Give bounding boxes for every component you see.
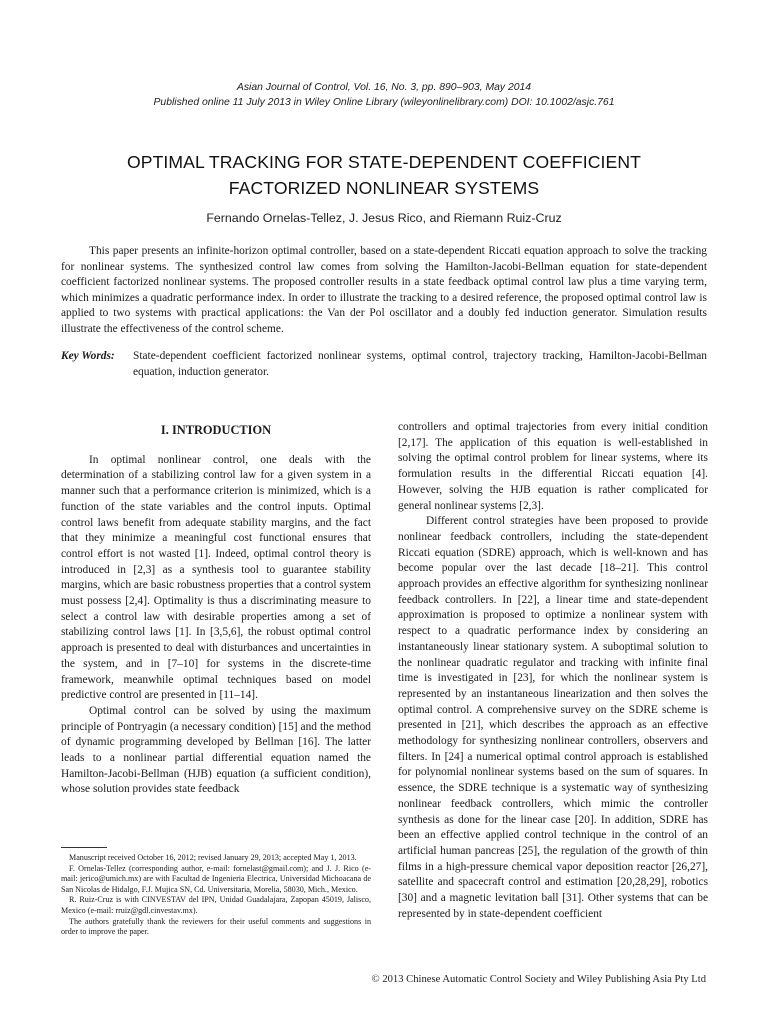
publication-info: Published online 11 July 2013 in Wiley Online Library (wileyonlinelibrary.com) DOI: 10.1002/asjc.761 [153,97,615,108]
footnote-affiliation-1: F. Ornelas-Tellez (corresponding author, e-mail: fornelast@gmail.com); and J. J. Rico (e-mail: jerico@umich.mx) are with Facultad de Ingenieria Electrica, Universidad Michoacana de San Nicolas de Hidalgo, F.J. Mujica SN, Cd. Universitaria, Morelia, 58030, Mich., Mexico. [61,863,371,894]
intro-paragraph-4: Different control strategies have been proposed to provide nonlinear feedback controllers, including the state-dependent Riccati equation (SDRE) approach, which is well-known and has become popular over the last decade [18–21]. This control approach provides an effective algorithm for synthesizing nonlinear feedback controllers. In [22], a linear time and state-dependent approximation is proposed to optimize a nonlinear system with respect to a quadratic performance index by considering an instantaneously linear stationary system. A suboptimal solution to the nonlinear quadratic regulator and tracking with infinite final time is investigated in [23], for which the nonlinear system is represented by an instantaneous linearization and then solves the optimal control. A comprehensive survey on the SDRE scheme is presented in [21], which describes the approach as an effective methodology for synthesizing nonlinear controllers, observers and filters. In [24] a numerical optimal control approach is established for polynomial nonlinear systems based on the sum of squares. In essence, the SDRE technique is a systematic way of synthesizing nonlinear feedback controllers, which mimic the controller synthesis as done for the linear case [20]. In addition, SDRE has been an effective applied control technique in the control of an artificial human pancreas [25], the regulation of the growth of thin films in a high-pressure chemical vapor deposition reactor [26,27], satellite and spacecraft control and estimation [20,28,29], robotics [30] and a magnetic levitation ball [31]. Other systems that can be represented by in state-dependent coefficient [398,515,708,920]
left-column [61,420,371,798]
paper-title-line2: FACTORIZED NONLINEAR SYSTEMS [228,178,540,198]
author-list: Fernando Ornelas-Tellez, J. Jesus Rico, and Riemann Ruiz-Cruz [206,211,562,225]
keywords-text: State-dependent coefficient factorized nonlinear systems, optimal control, trajectory tracking, Hamilton-Jacobi-Bellman equation, induction generator. [133,350,707,378]
right-column [398,420,708,923]
copyright-notice: © 2013 Chinese Automatic Control Society and Wiley Publishing Asia Pty Ltd [371,974,706,985]
footnote-affiliation-2: R. Ruiz-Cruz is with CINVESTAV del IPN, Unidad Guadalajara, Zapopan 45019, Jalisco, Mexico (e-mail: rruiz@gdl.cinvestav.mx). [61,895,371,915]
intro-paragraph-2: Optimal control can be solved by using the maximum principle of Pontryagin (a necessary condition) [15] and the method of dynamic programming developed by Bellman [16]. The latter leads to a nonlinear partial differential equation named the Hamilton-Jacobi-Bellman (HJB) equation (a sufficient condition), whose solution provides state feedback [61,704,371,796]
footnote-acknowledgment: The authors gratefully thank the reviewers for their useful comments and suggestions in order to improve the paper. [61,916,371,937]
paper-title-line1: OPTIMAL TRACKING FOR STATE-DEPENDENT COEFFICIENT [126,152,642,172]
keywords-block [61,349,707,380]
footnote-divider [61,847,107,848]
journal-citation: Asian Journal of Control, Vol. 16, No. 3, pp. 890–903, May 2014 [236,82,532,93]
intro-paragraph-3: controllers and optimal trajectories from every initial condition [2,17]. The application of this equation is well-established in solving the optimal control problem for linear systems, where its formulation results in the differential Riccati equation [4]. However, solving the HJB equation is rather complicated for general nonlinear systems [2,3]. [398,421,708,512]
footnotes [61,853,371,938]
intro-paragraph-1: In optimal nonlinear control, one deals with the determination of a stabilizing control law for a given system in a manner such that a performance criterion is minimized, which is a function of the state variables and the control inputs. Optimal control laws benefit from adequate stability margins, and the fact that they minimize a meaningful cost functional ensures that control effort is not wasted [1]. Indeed, optimal control theory is introduced in [2,3] as a synthesis tool to guarantee stability margins, which are basic robustness properties that a control system must possess [2,4]. Optimality is thus a discriminating measure to select a control law with desirable properties among a set of stabilizing control laws [1]. In [3,5,6], the robust optimal control approach is presented to deal with disturbances and uncertainties in the system, and in [7–10] for systems in the discrete-time framework, meanwhile optimal techniques based on model predictive control are presented in [11–14]. [61,453,371,702]
abstract: This paper presents an infinite-horizon optimal controller, based on a state-dependent Riccati equation approach to solve the tracking for nonlinear systems. The synthesized control law comes from solving the Hamilton-Jacobi-Bellman equation for state-dependent coefficient factorized nonlinear systems. The proposed controller results in a state feedback optimal control law plus a time varying term, which minimizes a quadratic performance index. In order to illustrate the tracking to a desired reference, the proposed optimal control law is applied to two systems with practical applications: the Van der Pol oscillator and a doubly fed induction generator. Simulation results illustrate the effectiveness of the control scheme. [61,245,707,335]
keywords-label: Key Words: [61,350,115,362]
footnote-received: Manuscript received October 16, 2012; revised January 29, 2013; accepted May 1, 2013. [69,853,357,862]
section-heading-introduction: I. INTRODUCTION [160,423,272,437]
